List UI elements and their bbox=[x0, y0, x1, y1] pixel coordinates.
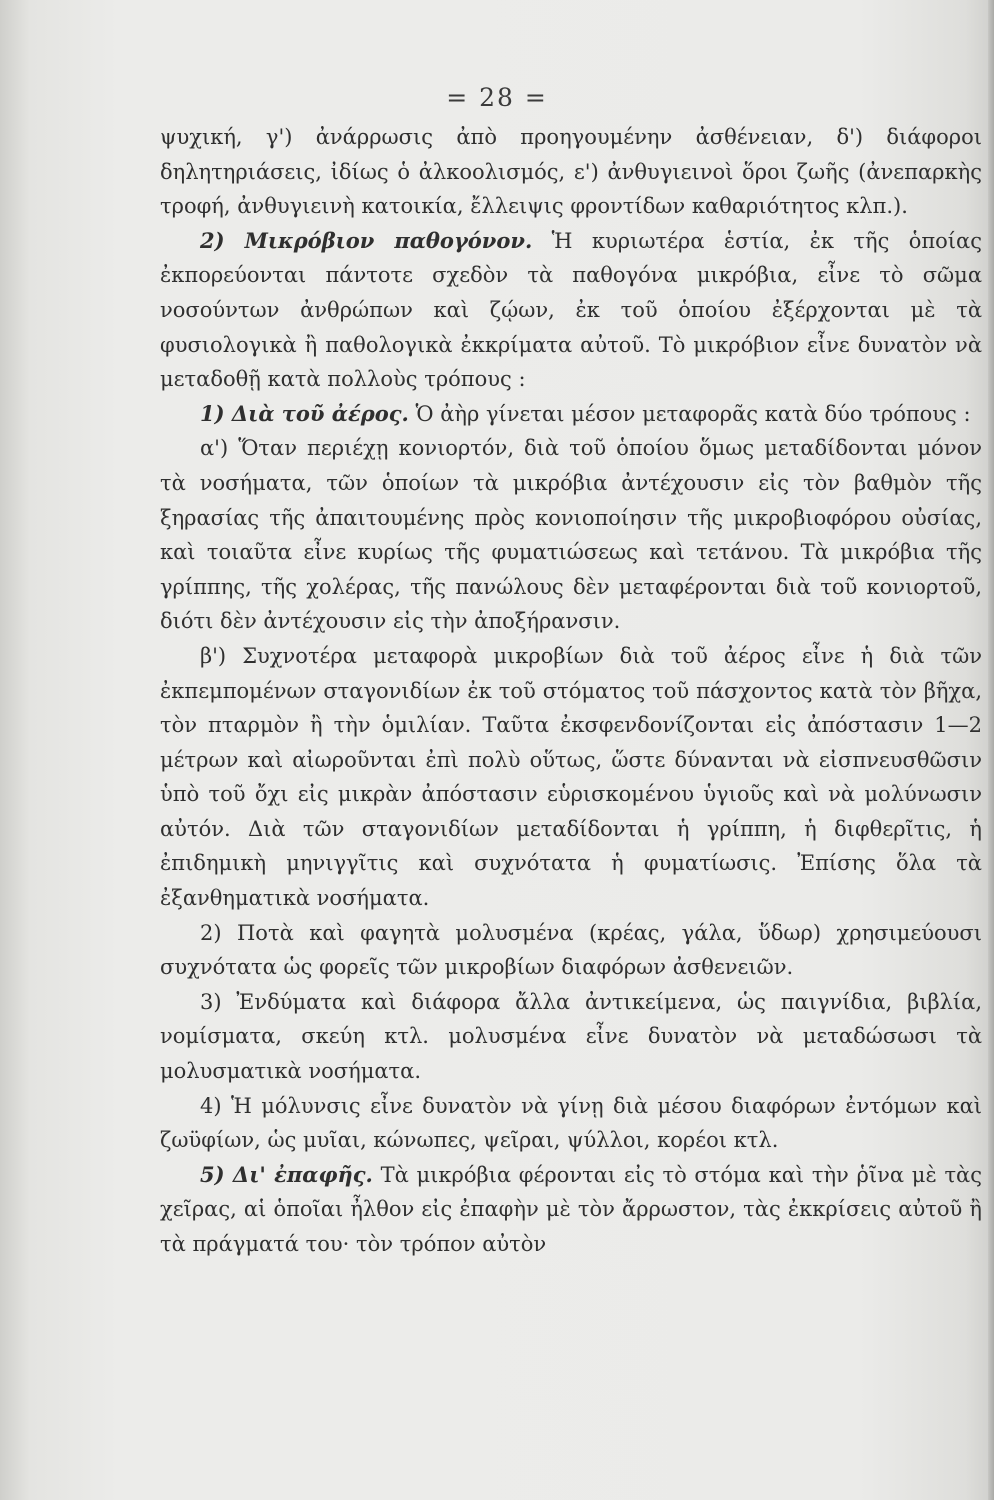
paragraph-text: Ὁ ἀὴρ γίνεται μέσον μεταφορᾶς κατὰ δύο τρόπους : bbox=[415, 401, 971, 426]
paragraph-text: 4) Ἡ μόλυνσις εἶνε δυνατὸν νὰ γίνῃ διὰ μέσου διαφόρων ἐντόμων καὶ ζωϋφίων, ὡς μυῖαι, κώνωπες, ψεῖραι, ψύλλοι, κορέοι κτλ. bbox=[160, 1093, 982, 1153]
paragraph-text: Τὰ μικρόβια φέρονται εἰς τὸ στόμα καὶ τὴν ῥῖνα μὲ τὰς χεῖρας, αἱ ὁποῖαι ἦλθον εἰς ἐπαφὴν μὲ τὸν ἄρρωστον, τὰς ἐκκρίσεις αὐτοῦ ἢ τὰ πράγματά του· τὸν τρόπον αὐτὸν bbox=[160, 1162, 982, 1256]
paragraph bbox=[160, 224, 982, 397]
page-number: = 28 = bbox=[446, 83, 548, 112]
paragraph-text: 2) Ποτὰ καὶ φαγητὰ μολυσμένα (κρέας, γάλα, ὕδωρ) χρησιμεύουσι συχνότατα ὡς φορεῖς τῶν μικροβίων διαφόρων ἀσθενειῶν. bbox=[160, 920, 982, 980]
paragraph-text: α') Ὅταν περιέχῃ κονιορτόν, διὰ τοῦ ὁποίου ὅμως μεταδίδονται μόνον τὰ νοσήματα, τῶν ὁποίων τὰ μικρόβια ἀντέχουσιν εἰς τὸν βαθμὸν τῆς ξηρασίας τῆς ἀπαιτουμένης πρὸς κονιοποίησιν τῆς μικροβιοφόρου οὐσίας, καὶ τοιαῦτα εἶνε κυρίως τῆς φυματιώσεως καὶ τετάνου. Τὰ μικρόβια τῆς γρίππης, τῆς χολέρας, τῆς πανώλους δὲν μεταφέρονται διὰ τοῦ κονιορτοῦ, διότι δὲν ἀντέχουσιν εἰς τὴν ἀποξήρανσιν. bbox=[160, 436, 982, 634]
paragraph-text: Ἡ κυριωτέρα ἑστία, ἐκ τῆς ὁποίας ἐκπορεύονται πάντοτε σχεδὸν τὰ παθογόνα μικρόβια, εἶνε τὸ σῶμα νοσούντων ἀνθρώπων καὶ ζῴων, ἐκ τοῦ ὁποίου ἐξέρχονται μὲ τὰ φυσιολογικὰ ἢ παθολογικὰ ἐκκρίματα αὐτοῦ. Τὸ μικρόβιον εἶνε δυνατὸν νὰ μεταδοθῇ κατὰ πολλοὺς τρόπους : bbox=[160, 228, 982, 392]
paragraph bbox=[160, 120, 982, 224]
paragraph-text: β') Συχνοτέρα μεταφορὰ μικροβίων διὰ τοῦ ἀέρος εἶνε ἡ διὰ τῶν ἐκπεμπομένων σταγονιδίων ἐκ τοῦ στόματος τοῦ πάσχοντος κατὰ τὸν βῆχα, τὸν πταρμὸν ἢ τὴν ὁμιλίαν. Ταῦτα ἐκσφενδονίζονται εἰς ἀπόστασιν 1—2 μέτρων καὶ αἰωροῦνται ἐπὶ πολὺ οὕτως, ὥστε δύνανται νὰ εἰσπνευσθῶσιν ὑπὸ τοῦ ὄχι εἰς μικρὰν ἀπόστασιν εὑρισκομένου ὑγιοῦς καὶ νὰ μολύνωσιν αὐτόν. Διὰ τῶν σταγονιδίων μεταδίδονται ἡ γρίππη, ἡ διφθερῖτις, ἡ ἐπιδημικὴ μηνιγγῖτις καὶ συχνότατα ἡ φυματίωσις. Ἐπίσης ὅλα τὰ ἐξανθηματικὰ νοσήματα. bbox=[160, 643, 982, 911]
page-edge bbox=[988, 0, 994, 1500]
paragraph bbox=[160, 916, 982, 985]
paragraph bbox=[160, 1089, 982, 1158]
body-text bbox=[160, 120, 982, 1262]
paragraph-text: 3) Ἐνδύματα καὶ διάφορα ἄλλα ἀντικείμενα, ὡς παιγνίδια, βιβλία, νομίσματα, σκεύη κτλ. μολυσμένα εἶνε δυνατὸν νὰ μεταδώσωσι τὰ μολυσματικὰ νοσήματα. bbox=[160, 989, 982, 1084]
paragraph-heading: 1) Διὰ τοῦ ἀέρος. bbox=[200, 400, 409, 426]
paragraph-text: ψυχική, γ') ἀνάρρωσις ἀπὸ προηγουμένην ἀσθένειαν, δ') διάφοροι δηλητηριάσεις, ἰδίως ὁ ἀλκοολισμός, ε') ἀνθυγιεινοὶ ὅροι ζωῆς (ἀνεπαρκὴς τροφή, ἀνθυγιεινὴ κατοικία, ἔλλειψις φροντίδων καθαριότητος κλπ.). bbox=[160, 125, 982, 219]
paragraph bbox=[160, 397, 982, 432]
paragraph-heading: 5) Δι' ἐπαφῆς. bbox=[200, 1161, 373, 1187]
paragraph bbox=[160, 639, 982, 916]
paragraph bbox=[160, 985, 982, 1089]
paragraph bbox=[160, 1158, 982, 1262]
paragraph-heading: 2) Μικρόβιον παθογόνον. bbox=[200, 227, 533, 253]
paragraph bbox=[160, 431, 982, 639]
